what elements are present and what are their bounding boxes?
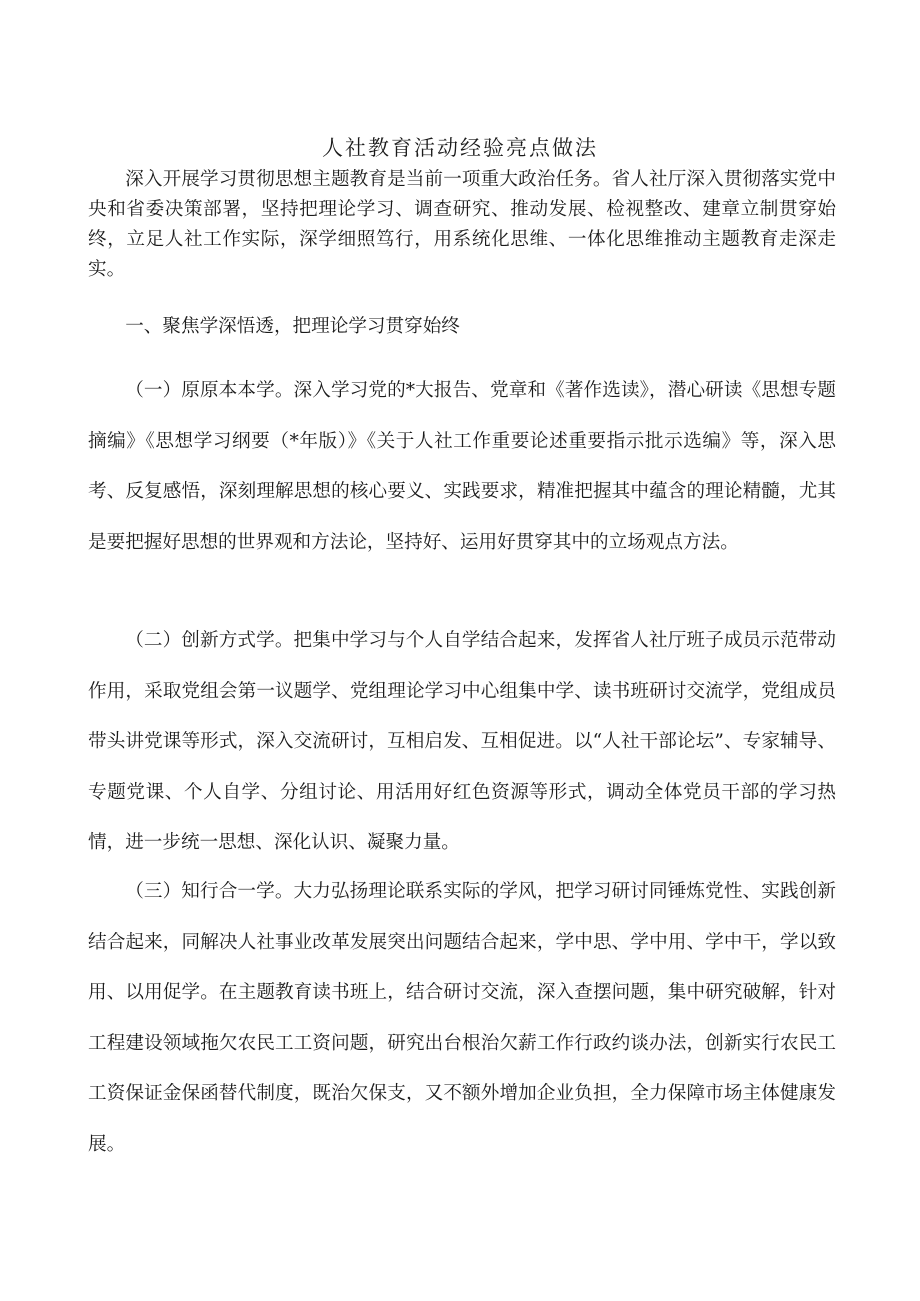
subsection-paragraph-1: （一）原原本本学。深入学习党的*大报告、党章和《著作选读》，潜心研读《思想专题摘编》《思想学习纲要（*年版）》《关于人社工作重要论述重要指示批示选编》等，深入思考、反复感悟，深刻理解思想的核心要义、实践要求，精准把握其中蕴含的理论精髓，尤其是要把握好思想的世界观和方法论，坚持好、运用好贯穿其中的立场观点方法。 [88, 380, 836, 553]
document-title: 人社教育活动经验亮点做法 [322, 136, 598, 160]
subsection-paragraph-3: （三）知行合一学。大力弘扬理论联系实际的学风，把学习研讨同锤炼党性、实践创新结合起来，同解决人社事业改革发展突出问题结合起来，学中思、学中用、学中干，学以致用、以用促学。在主题教育读书班上，结合研讨交流，深入查摆问题，集中研究破解，针对工程建设领域拖欠农民工工资问题，研究出台根治欠薪工作行政约谈办法，创新实行农民工工资保证金保函替代制度，既治欠保支，又不额外增加企业负担，全力保障市场主体健康发展。 [88, 881, 836, 1155]
subsection-paragraph-2: （二）创新方式学。把集中学习与个人自学结合起来，发挥省人社厅班子成员示范带动作用，采取党组会第一议题学、党组理论学习中心组集中学、读书班研讨交流学，党组成员带头讲党课等形式，深入交流研讨，互相启发、互相促进。以“人社干部论坛”、专家辅导、专题党课、个人自学、分组讨论、用活用好红色资源等形式，调动全体党员干部的学习热情，进一步统一思想、深化认识、凝聚力量。 [88, 630, 836, 853]
intro-paragraph: 深入开展学习贯彻思想主题教育是当前一项重大政治任务。省人社厅深入贯彻落实党中央和省委决策部署，坚持把理论学习、调查研究、推动发展、检视整改、建章立制贯穿始终，立足人社工作实际，深学细照笃行，用系统化思维、一体化思维推动主题教育走深走实。 [88, 169, 836, 280]
section-heading: 一、聚焦学深悟透，把理论学习贯穿始终 [125, 316, 460, 337]
